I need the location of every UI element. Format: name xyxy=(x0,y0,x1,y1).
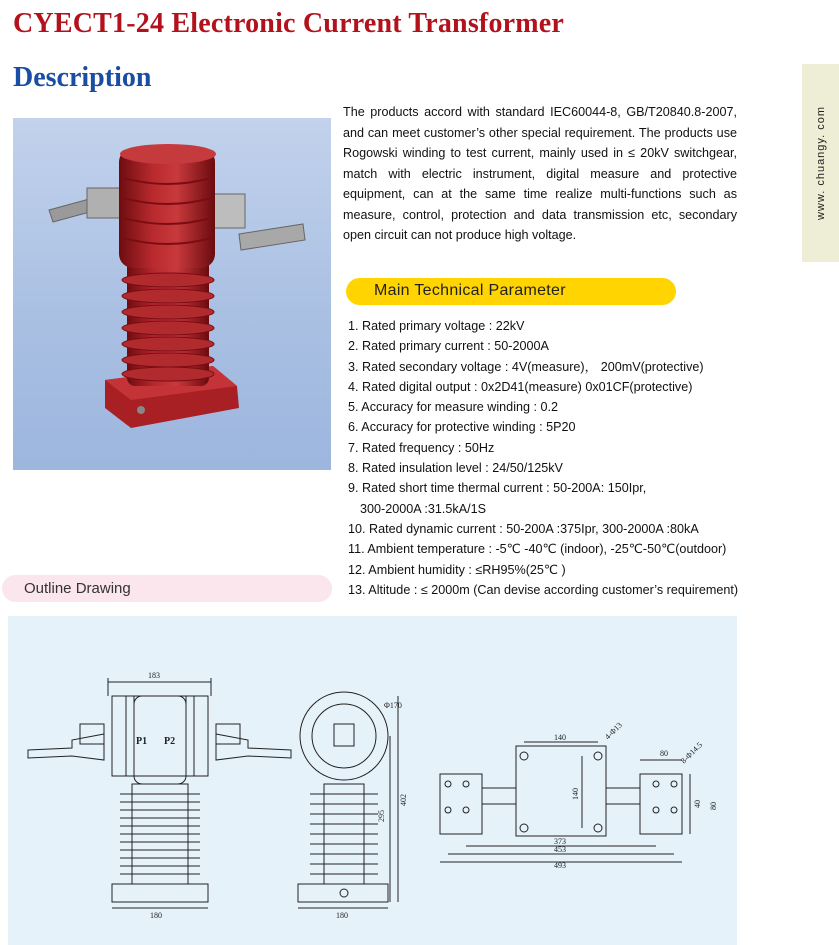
param-item: 9. Rated short time thermal current : 50-200A: 150Ipr, xyxy=(348,481,647,496)
description-text: The products accord with standard IEC60044-8, GB/T20840.8-2007, and can meet customer’s other special requirement. The products use Rogowski winding to test current, mainly used in ≤ 20kV switchgear, match with electric instrument, digital measure and protective equipment, can at the same time realize multi-functions such as measure, control, protection and data transmission etc, secondary open circuit can not produce high voltage. xyxy=(343,105,737,242)
side-tab-url: www. chuangy. com xyxy=(814,105,827,221)
section-title: Description xyxy=(13,62,152,93)
outline-heading-pill xyxy=(2,575,332,602)
param-item: 300-2000A :31.5kA/1S xyxy=(360,501,487,516)
dim-top-80v: 80 xyxy=(709,802,718,810)
param-item: 13. Altitude : ≤ 2000m (Can devise according customer’s requirement) xyxy=(348,582,739,597)
params-list xyxy=(348,316,738,600)
param-item: 8. Rated insulation level : 24/50/125kV xyxy=(348,461,563,476)
dim-side-295: 295 xyxy=(377,810,386,822)
outline-drawing xyxy=(8,616,737,945)
param-item: 4. Rated digital output : 0x2D41(measure) 0x01CF(protective) xyxy=(348,379,693,394)
dim-front-183: 183 xyxy=(148,671,160,680)
param-item: 10. Rated dynamic current : 50-200A :375Ipr, 300-2000A :80kA xyxy=(348,521,699,536)
product-photo xyxy=(13,118,331,470)
param-item: 2. Rated primary current : 50-2000A xyxy=(348,339,549,354)
dim-front-180: 180 xyxy=(150,911,162,920)
param-item: 11. Ambient temperature : -5℃ -40℃ (indoor), -25℃-50℃(outdoor) xyxy=(348,542,727,557)
dim-top-140: 140 xyxy=(554,733,566,742)
label-p1: P1 xyxy=(136,736,148,747)
params-heading-pill xyxy=(346,278,676,305)
param-item: 12. Ambient humidity : ≤RH95%(25℃ ) xyxy=(348,562,566,577)
param-item: 3. Rated secondary voltage : 4V(measure)， 200mV(protective) xyxy=(348,359,704,374)
transformer-illustration xyxy=(13,118,331,470)
front-view xyxy=(28,678,291,908)
dim-top-453: 453 xyxy=(554,845,566,854)
param-item: 7. Rated frequency : 50Hz xyxy=(348,440,495,455)
outline-heading: Outline Drawing xyxy=(24,580,131,597)
dim-top-80: 80 xyxy=(660,749,668,758)
dim-top-373: 373 xyxy=(554,837,566,846)
param-item: 5. Accuracy for measure winding : 0.2 xyxy=(348,400,558,415)
dim-top-40: 40 xyxy=(693,800,702,808)
dim-side-402: 402 xyxy=(399,794,408,806)
dim-top-140v: 140 xyxy=(571,788,580,800)
side-view xyxy=(298,692,398,908)
dim-top-8holes: 8-Φ14.5 xyxy=(679,740,705,766)
side-tab xyxy=(802,64,839,262)
dim-side-dia: Φ170 xyxy=(384,701,402,710)
params-heading: Main Technical Parameter xyxy=(374,282,566,299)
param-item: 6. Accuracy for protective winding : 5P20 xyxy=(348,420,576,435)
page-title: CYECT1-24 Electronic Current Transformer xyxy=(13,8,565,39)
param-item: 1. Rated primary voltage : 22kV xyxy=(348,319,525,333)
dim-top-4holes: 4-Φ13 xyxy=(603,720,624,742)
dim-top-493: 493 xyxy=(554,861,566,870)
technical-drawing xyxy=(8,616,737,945)
dim-side-180: 180 xyxy=(336,911,348,920)
label-p2: P2 xyxy=(164,736,176,747)
